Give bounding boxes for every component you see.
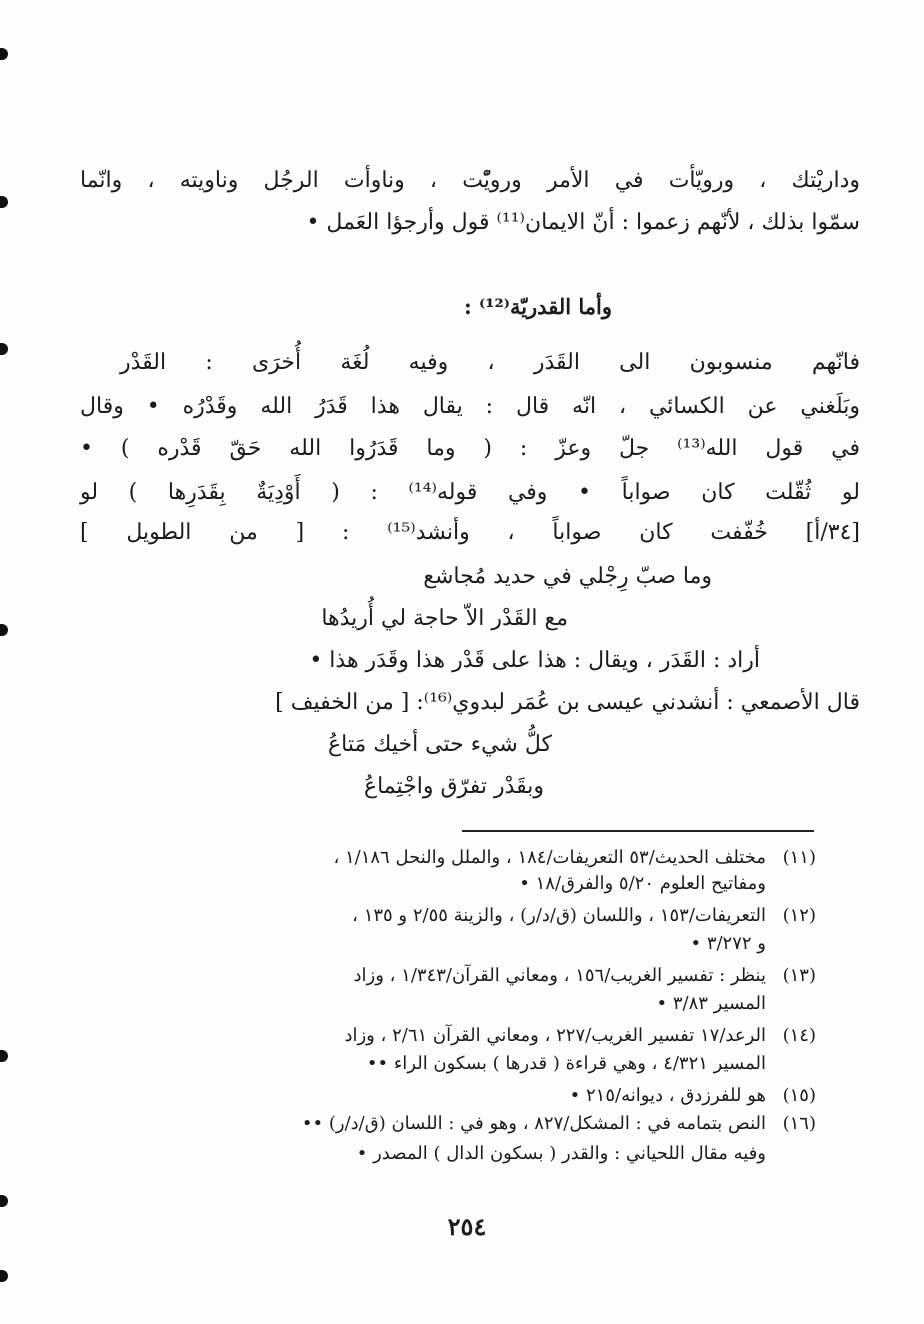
- body-line: في قول الله⁽¹³⁾ جلّ وعزّ : ( وما قَدَرُوا الله حَقّ قَدْره ) •: [80, 436, 860, 461]
- footnote-number: (١٤): [782, 1025, 816, 1046]
- footnote-text: ينظر : تفسير الغريب/١٥٦ ، ومعاني القرآن/١/٣٤٣ ، وزاد: [353, 965, 766, 986]
- verse-line: وما صبّ رِجْلي في حديد مُجاشع: [423, 564, 712, 589]
- footnote-text: هو للفرزدق ، ديوانه/٢١٥ •: [569, 1085, 766, 1106]
- footnote-text: الرعد/١٧ تفسير الغريب/٢٢٧ ، ومعاني القرآن ٢/٦١ ، وزاد: [344, 1025, 766, 1046]
- margin-mark: [0, 624, 8, 636]
- verse-line: وبقَدْر تفرّق واجْتِماعُ: [363, 774, 544, 799]
- margin-mark: [0, 1050, 8, 1062]
- footnote-text: و ٣/٢٧٢ •: [690, 933, 766, 954]
- footnote-separator: [462, 830, 814, 832]
- body-line: سمّوا بذلك ، لأنّهم زعموا : أنّ الايمان⁽¹¹⁾ قول وأرجؤا العَمل •: [306, 210, 860, 235]
- margin-mark: [0, 48, 8, 60]
- footnote-text: التعريفات/١٥٣ ، واللسان (ق/د/ر) ، والزينة ٢/٥٥ و ١٣٥ ،: [352, 905, 766, 926]
- page-number: ٢٥٤: [447, 1212, 487, 1241]
- body-line: وداريْتك ، ورويّأت في الأمر ورويّْت ، وناوأت الرجُل وناويته ، وانّما: [80, 168, 860, 193]
- footnote-number: (١١): [782, 847, 816, 868]
- margin-mark: [0, 1270, 8, 1282]
- footnote-number: (١٣): [782, 965, 816, 986]
- body-line: أراد : القَدَر ، ويقال : هذا على قَدْر هذا وقَدَر هذا •: [309, 648, 760, 673]
- footnote-number: (١٥): [782, 1085, 816, 1106]
- footnote-text: وفيه مقال اللحياني : والقدر ( بسكون الدال ) المصدر •: [356, 1143, 766, 1164]
- footnote-text: المسير ٤/٣٢١ ، وهي قراءة ( قدرها ) بسكون الراء ••: [366, 1053, 766, 1074]
- footnote-text: المسير ٣/٨٣ •: [656, 993, 766, 1014]
- margin-mark: [0, 343, 8, 355]
- footnote-number: (١٦): [782, 1113, 816, 1134]
- body-line: [٣٤/أ] خُفّفت كان صواباً ، وأنشد⁽¹⁵⁾ : [ من الطويل ]: [80, 520, 860, 545]
- body-line: فانّهم منسوبون الى القَدَر ، وفيه لُغَة أُخرَى : القَدْر: [120, 350, 860, 375]
- margin-mark: [0, 1195, 8, 1207]
- footnote-text: ومفاتيح العلوم ٥/٢٠ والفرق/١٨ •: [519, 873, 766, 894]
- footnote-text: النص بتمامه في : المشكل/٨٢٧ ، وهو في : اللسان (ق/د/ر) ••: [301, 1113, 766, 1134]
- body-line: لو ثُقّلت كان صواباً • وفي قوله⁽¹⁴⁾ : ( أَوْدِيَةٌ بِقَدَرِها ) لو: [80, 480, 860, 505]
- verse-line: كلُّ شيء حتى أخيك مَتاعُ: [328, 732, 552, 757]
- verse-line: مع القَدْر الاّ حاجة لي أُريدُها: [321, 606, 568, 631]
- footnote-text: مختلف الحديث/٥٣ التعريفات/١٨٤ ، والملل والنحل ١/١٨٦ ،: [333, 847, 766, 868]
- body-line: قال الأصمعي : أنشدني عيسى بن عُمَر لبدوي⁽¹⁶⁾: [ من الخفيف ]: [275, 690, 860, 715]
- body-line: وبَلَغني عن الكسائي ، انّه قال : يقال هذا قَدَرُ الله وقَدْرُه • وقال: [80, 394, 860, 419]
- margin-mark: [0, 196, 8, 208]
- footnote-number: (١٢): [782, 905, 816, 926]
- section-heading: وأما القدريّة⁽¹²⁾ :: [463, 294, 612, 319]
